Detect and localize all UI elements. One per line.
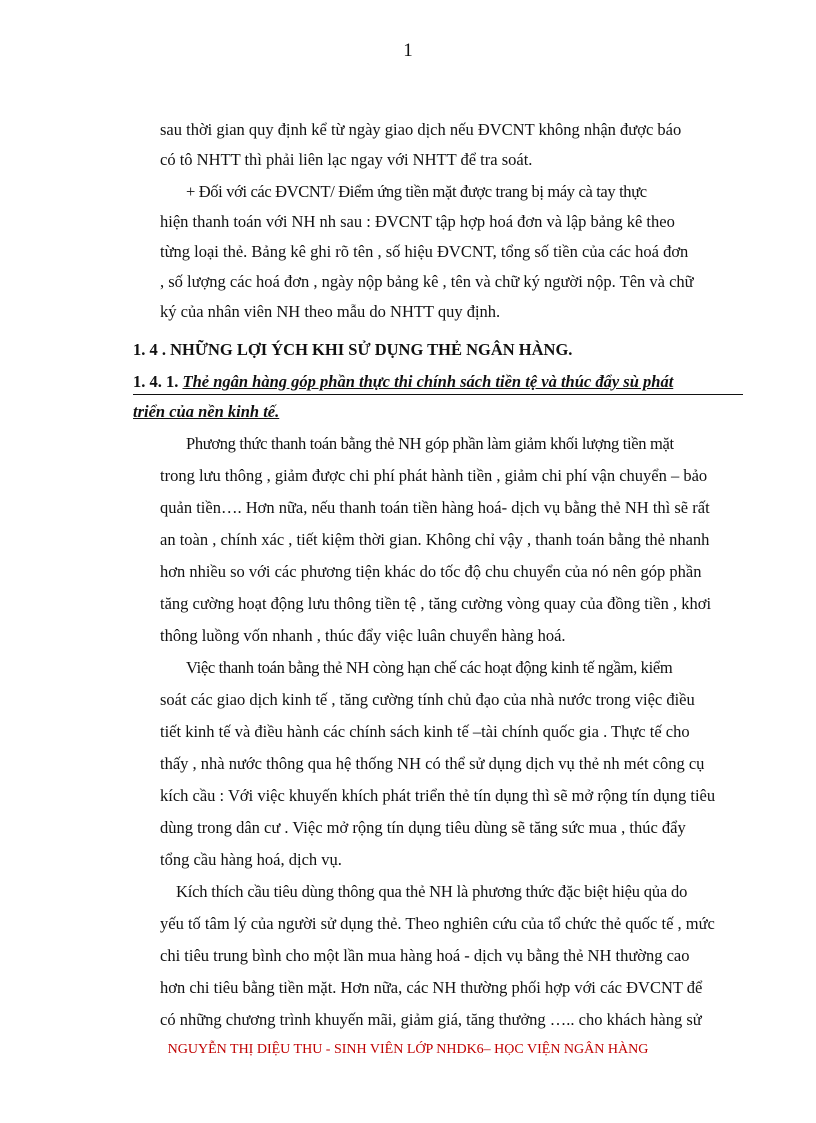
text-line: an toàn , chính xác , tiết kiệm thời gian. Không chỉ vậy , thanh toán bằng thẻ nhanh — [160, 530, 710, 549]
text-line: thấy , nhà nước thông qua hệ thống NH có thể sử dụng dịch vụ thẻ nh mét công cụ — [160, 754, 705, 773]
text-line: trong lưu thông , giảm được chi phí phát hành tiền , giảm chi phí vận chuyển – bảo — [160, 466, 708, 485]
text-line: hơn chi tiêu bằng tiền mặt. Hơn nữa, các NH thường phối hợp với các ĐVCNT để — [160, 978, 703, 997]
section-heading: 1. 4 . NHỮNG LỢI ÝCH KHI SỬ DỤNG THẺ NGÂN HÀNG. — [133, 340, 573, 359]
page-number: 1 — [403, 40, 413, 61]
text-line: kích cầu : Với việc khuyến khích phát triển thẻ tín dụng thì sẽ mở rộng tín dụng tiêu — [160, 786, 716, 805]
text-line: soát các giao dịch kinh tế , tăng cường tính chủ đạo của nhà nước trong việc điều — [160, 690, 695, 709]
text-line: tăng cường hoạt động lưu thông tiền tệ , tăng cường vòng quay của đồng tiền , khơi — [160, 594, 712, 613]
text-line: tiết kinh tế và điều hành các chính sách kinh tế –tài chính quốc gia . Thực tế cho — [160, 722, 690, 741]
text-line: chi tiêu trung bình cho một lần mua hàng hoá - dịch vụ bằng thẻ NH thường cao — [160, 946, 690, 965]
text-line: sau thời gian quy định kể từ ngày giao dịch nếu ĐVCNT không nhận được báo — [160, 120, 682, 139]
text-line: Kích thích cầu tiêu dùng thông qua thẻ NH là phương thức đặc biệt hiệu qủa do — [176, 882, 688, 901]
text-line: , số lượng các hoá đơn , ngày nộp bảng kê , tên và chữ ký người nộp. Tên và chữ — [160, 272, 694, 291]
text-line: ký của nhân viên NH theo mẫu do NHTT quy định. — [160, 302, 501, 321]
heading-rule — [133, 394, 743, 395]
text-line: có những chương trình khuyến mãi, giảm giá, tăng thưởng ….. cho khách hàng sử — [160, 1010, 702, 1029]
subsection-title-continued — [133, 402, 279, 422]
subsection-heading — [133, 372, 673, 392]
page-footer: NGUYỄN THỊ DIỆU THU - SINH VIÊN LỚP NHDK6– HỌC VIỆN NGÂN HÀNG — [167, 1042, 649, 1057]
text-line: thông luồng vốn nhanh , thúc đẩy việc luân chuyển hàng hoá. — [160, 626, 566, 645]
text-line: Việc thanh toán bằng thẻ NH còng hạn chế các hoạt động kinh tế ngầm, kiểm — [186, 658, 673, 677]
text-line: Phương thức thanh toán bằng thẻ NH góp phần làm giảm khối lượng tiền mặt — [186, 434, 674, 453]
text-line: dùng trong dân cư . Việc mở rộng tín dụng tiêu dùng sẽ tăng sức mua , thúc đẩy — [160, 818, 686, 837]
text-line: từng loại thẻ. Bảng kê ghi rõ tên , số hiệu ĐVCNT, tổng số tiền của các hoá đơn — [160, 242, 689, 261]
subsection-number: 1. 4. 1. — [133, 372, 183, 391]
text-line: quản tiền…. Hơn nữa, nếu thanh toán tiền hàng hoá- dịch vụ bằng thẻ NH thì sẽ rất — [160, 498, 710, 517]
text-line: yếu tố tâm lý của người sử dụng thẻ. Theo nghiên cứu của tổ chức thẻ quốc tế , mức — [160, 914, 715, 933]
text-line: hơn nhiều so với các phương tiện khác do tốc độ chu chuyển của nó nên góp phần — [160, 562, 702, 581]
text-line: tổng cầu hàng hoá, dịch vụ. — [160, 850, 342, 869]
text-line: hiện thanh toán với NH nh sau : ĐVCNT tập hợp hoá đơn và lập bảng kê theo — [160, 212, 675, 231]
text-line: có tô NHTT thì phải liên lạc ngay với NHTT để tra soát. — [160, 150, 533, 169]
subsection-title: Thẻ ngân hàng góp phần thực thi chính sách tiền tệ và thúc đẩy sù phát — [182, 372, 674, 391]
text-line: + Đối với các ĐVCNT/ Điểm ứng tiền mặt được trang bị máy cà tay thực — [186, 182, 647, 201]
subsection-title-line2: triển của nền kinh tế. — [133, 402, 280, 421]
